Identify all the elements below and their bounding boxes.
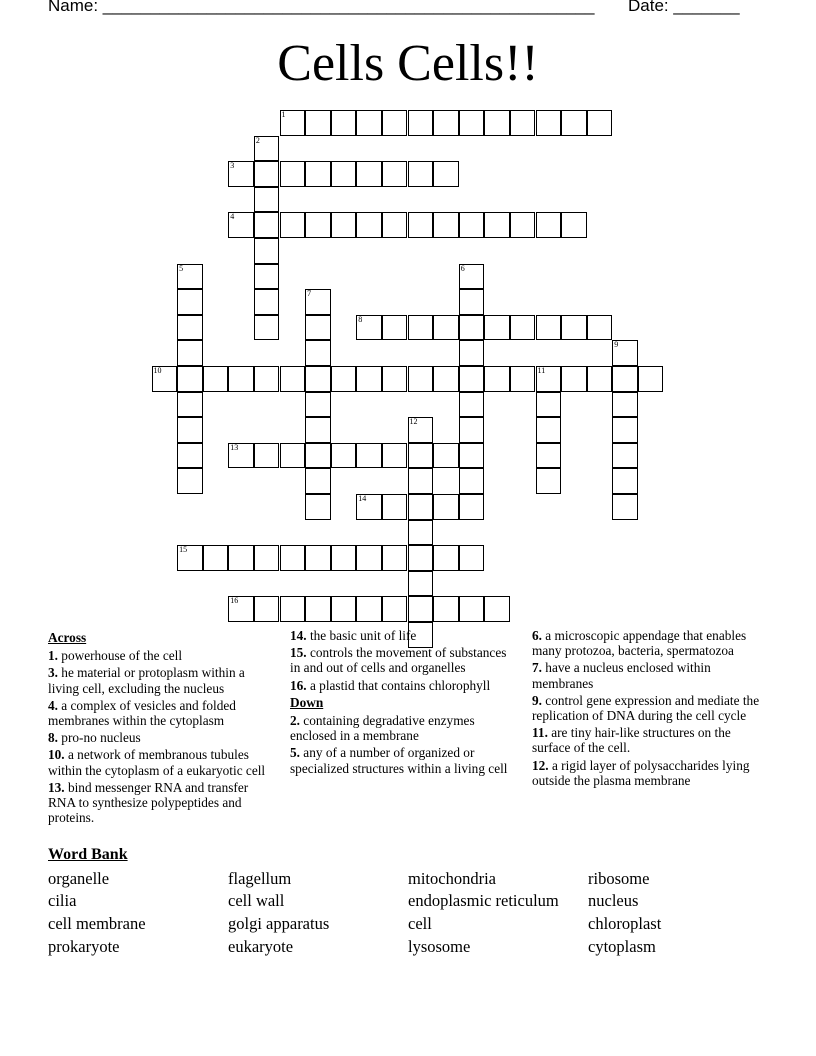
grid-cell[interactable] (254, 366, 280, 392)
clue-number: 3 (230, 161, 235, 171)
grid-cell[interactable] (254, 443, 280, 469)
clue-down-9: 9. control gene expression and mediate the replication of DNA during the cell cycle (532, 692, 760, 724)
grid-cell[interactable] (408, 161, 434, 187)
grid-cell[interactable] (254, 289, 280, 315)
grid-cell[interactable] (331, 161, 357, 187)
grid-cell[interactable] (305, 494, 331, 520)
word-bank-item: flagellum (228, 869, 292, 888)
grid-cell[interactable] (356, 366, 382, 392)
grid-cell[interactable] (459, 110, 485, 136)
grid-cell[interactable] (536, 212, 562, 238)
grid-cell[interactable] (459, 366, 485, 392)
grid-cell[interactable] (612, 392, 638, 418)
grid-cell[interactable] (305, 315, 331, 341)
grid-cell[interactable] (177, 392, 203, 418)
grid-cell[interactable] (408, 520, 434, 546)
grid-cell[interactable] (382, 315, 408, 341)
grid-cell[interactable] (459, 545, 485, 571)
grid-cell[interactable] (356, 443, 382, 469)
grid-cell[interactable] (382, 366, 408, 392)
clue-down-11: 11. are tiny hair-like structures on the surface of the cell. (532, 725, 731, 756)
grid-cell[interactable] (280, 443, 306, 469)
grid-cell[interactable] (177, 366, 203, 392)
grid-cell[interactable] (459, 417, 485, 443)
grid-cell[interactable] (356, 596, 382, 622)
clue-across-1: 1. powerhouse of the cell (48, 648, 183, 664)
grid-cell[interactable] (433, 110, 459, 136)
clue-across-4: 4. a complex of vesicles and folded membranes within the cytoplasm (48, 697, 236, 729)
grid-cell[interactable] (382, 494, 408, 520)
grid-cell[interactable] (587, 315, 613, 341)
grid-cell[interactable] (305, 417, 331, 443)
grid-cell[interactable] (280, 545, 306, 571)
word-bank-item: cell membrane (48, 914, 146, 933)
down-heading: Down (290, 694, 324, 710)
grid-cell[interactable] (382, 212, 408, 238)
grid-cell[interactable] (305, 443, 331, 469)
word-bank-item: golgi apparatus (228, 914, 330, 933)
grid-cell[interactable] (612, 366, 638, 392)
grid-cell[interactable] (177, 289, 203, 315)
grid-cell[interactable] (305, 161, 331, 187)
grid-cell[interactable] (305, 289, 331, 315)
grid-cell[interactable] (356, 212, 382, 238)
word-bank-item: endoplasmic reticulum (408, 891, 559, 910)
grid-cell[interactable] (612, 494, 638, 520)
word-bank-item: lysosome (408, 937, 471, 956)
grid-cell[interactable] (587, 366, 613, 392)
clue-number: 10 (153, 366, 162, 375)
grid-cell[interactable] (177, 443, 203, 469)
grid-cell[interactable] (459, 264, 485, 290)
grid-cell[interactable] (433, 494, 459, 520)
grid-cell[interactable] (254, 315, 280, 341)
word-bank-heading: Word Bank (48, 846, 128, 863)
grid-cell[interactable] (382, 110, 408, 136)
clue-across-16: 16. a plastid that contains chlorophyll (290, 677, 491, 693)
grid-cell[interactable] (203, 366, 229, 392)
grid-cell[interactable] (459, 596, 485, 622)
grid-cell[interactable] (408, 571, 434, 597)
clue-number: 15 (179, 545, 188, 555)
clue-number: 14 (358, 494, 367, 503)
grid-cell[interactable] (433, 596, 459, 622)
clue-across-14: 14. the basic unit of life (290, 628, 417, 643)
grid-cell[interactable] (459, 443, 485, 469)
grid-cell[interactable] (536, 417, 562, 443)
grid-cell[interactable] (561, 110, 587, 136)
word-bank-item: cell (408, 914, 432, 933)
grid-cell[interactable] (433, 161, 459, 187)
grid-cell[interactable] (177, 264, 203, 290)
grid-cell[interactable] (587, 110, 613, 136)
grid-cell[interactable] (228, 596, 254, 622)
grid-cell[interactable] (280, 596, 306, 622)
grid-cell[interactable] (254, 136, 280, 162)
word-bank-item: nucleus (588, 891, 639, 910)
grid-cell[interactable] (536, 468, 562, 494)
grid-cell[interactable] (331, 443, 357, 469)
grid-cell[interactable] (331, 545, 357, 571)
grid-cell[interactable] (331, 366, 357, 392)
grid-cell[interactable] (305, 110, 331, 136)
clue-down-2: 2. containing degradative enzymes enclosed in a membrane (290, 713, 475, 744)
grid-cell[interactable] (305, 212, 331, 238)
clues-column-1 (48, 628, 270, 827)
grid-cell[interactable] (484, 366, 510, 392)
date-field: Date: _______ (628, 0, 740, 15)
grid-cell[interactable] (254, 161, 280, 187)
word-bank-item: cell wall (228, 891, 285, 910)
grid-cell[interactable] (228, 161, 254, 187)
grid-cell[interactable] (536, 315, 562, 341)
clues-column-2 (290, 628, 512, 778)
word-bank-item: prokaryote (48, 937, 120, 956)
grid-cell[interactable] (382, 443, 408, 469)
grid-cell[interactable] (356, 315, 382, 341)
word-bank-item: cilia (48, 891, 77, 910)
grid-cell[interactable] (305, 366, 331, 392)
grid-cell[interactable] (433, 443, 459, 469)
grid-cell[interactable] (408, 596, 434, 622)
grid-cell[interactable] (510, 110, 536, 136)
clue-number: 2 (255, 135, 260, 145)
grid-cell[interactable] (356, 545, 382, 571)
grid-cell[interactable] (510, 315, 536, 341)
grid-cell[interactable] (382, 596, 408, 622)
clue-number: 16 (230, 596, 239, 606)
clue-across-3: 3. he material or protoplasm within a living cell, excluding the nucleus (48, 665, 245, 696)
clue-number: 12 (409, 417, 418, 427)
grid-cell[interactable] (254, 212, 280, 238)
clues-column-3 (532, 628, 772, 790)
grid-cell[interactable] (254, 264, 280, 290)
grid-cell[interactable] (152, 366, 178, 392)
grid-cell[interactable] (561, 315, 587, 341)
grid-cell[interactable] (484, 110, 510, 136)
grid-cell[interactable] (280, 212, 306, 238)
grid-cell[interactable] (638, 366, 664, 392)
grid-cell[interactable] (331, 596, 357, 622)
grid-cell[interactable] (408, 417, 434, 443)
grid-cell[interactable] (177, 315, 203, 341)
grid-cell[interactable] (561, 212, 587, 238)
grid-cell[interactable] (382, 161, 408, 187)
grid-cell[interactable] (459, 392, 485, 418)
grid-cell[interactable] (408, 545, 434, 571)
grid-cell[interactable] (459, 315, 485, 341)
grid-cell[interactable] (280, 110, 306, 136)
clue-number: 8 (358, 314, 363, 324)
grid-cell[interactable] (484, 596, 510, 622)
grid-cell[interactable] (305, 545, 331, 571)
grid-cell[interactable] (612, 443, 638, 469)
word-bank-item: mitochondria (408, 869, 496, 888)
grid-cell[interactable] (203, 545, 229, 571)
grid-cell[interactable] (280, 161, 306, 187)
grid-cell[interactable] (612, 417, 638, 443)
word-bank-item: cytoplasm (588, 937, 656, 956)
grid-cell[interactable] (356, 494, 382, 520)
grid-cell[interactable] (433, 545, 459, 571)
clue-across-8: 8. pro-no nucleus (48, 730, 141, 746)
grid-cell[interactable] (408, 315, 434, 341)
clue-number: 4 (230, 212, 235, 222)
grid-cell[interactable] (254, 187, 280, 213)
grid-cell[interactable] (254, 596, 280, 622)
grid-cell[interactable] (305, 596, 331, 622)
name-field: Name: ____________________________________________________ (48, 0, 595, 15)
grid-cell[interactable] (305, 340, 331, 366)
grid-cell[interactable] (408, 494, 434, 520)
grid-cell[interactable] (536, 443, 562, 469)
grid-cell[interactable] (459, 289, 485, 315)
grid-cell[interactable] (177, 545, 203, 571)
word-bank-item: organelle (48, 869, 110, 888)
grid-cell[interactable] (356, 161, 382, 187)
across-heading: Across (48, 630, 87, 645)
clue-number: 7 (307, 289, 312, 299)
grid-cell[interactable] (177, 417, 203, 443)
grid-cell[interactable] (433, 212, 459, 238)
clue-down-12: 12. a rigid layer of polysaccharides lying outside the plasma membrane (532, 757, 750, 788)
grid-cell[interactable] (254, 545, 280, 571)
grid-cell[interactable] (228, 545, 254, 571)
grid-cell[interactable] (561, 366, 587, 392)
grid-cell[interactable] (433, 315, 459, 341)
grid-cell[interactable] (536, 366, 562, 392)
grid-cell[interactable] (254, 238, 280, 264)
grid-cell[interactable] (331, 110, 357, 136)
clue-number: 5 (179, 263, 184, 273)
grid-cell[interactable] (228, 366, 254, 392)
clue-number: 1 (281, 110, 286, 119)
grid-cell[interactable] (612, 468, 638, 494)
clue-down-5: 5. any of a number of organized or specialized structures within a living cell (290, 745, 508, 776)
grid-cell[interactable] (331, 212, 357, 238)
page-title: Cells Cells!! (277, 35, 539, 92)
grid-cell[interactable] (459, 340, 485, 366)
word-bank-item: ribosome (588, 869, 650, 888)
clue-number: 13 (230, 442, 239, 452)
word-bank-item: chloroplast (588, 914, 662, 933)
clue-number: 6 (460, 263, 465, 273)
grid-cell[interactable] (305, 468, 331, 494)
grid-cell[interactable] (382, 545, 408, 571)
grid-cell[interactable] (408, 366, 434, 392)
grid-cell[interactable] (536, 110, 562, 136)
word-bank-item: eukaryote (228, 937, 294, 956)
clue-number: 9 (614, 340, 619, 350)
grid-cell[interactable] (484, 315, 510, 341)
grid-cell[interactable] (408, 212, 434, 238)
grid-cell[interactable] (228, 443, 254, 469)
grid-cell[interactable] (408, 110, 434, 136)
clue-down-6: 6. a microscopic appendage that enables many protozoa, bacteria, spermatozoa (532, 628, 747, 659)
grid-cell[interactable] (433, 366, 459, 392)
grid-cell[interactable] (484, 212, 510, 238)
grid-cell[interactable] (408, 468, 434, 494)
grid-cell[interactable] (305, 392, 331, 418)
grid-cell[interactable] (459, 468, 485, 494)
grid-cell[interactable] (510, 366, 536, 392)
grid-cell[interactable] (612, 340, 638, 366)
grid-cell[interactable] (280, 366, 306, 392)
grid-cell[interactable] (536, 392, 562, 418)
grid-cell[interactable] (356, 110, 382, 136)
grid-cell[interactable] (408, 443, 434, 469)
grid-cell[interactable] (459, 212, 485, 238)
clue-number: 11 (537, 366, 546, 375)
clue-across-13: 13. bind messenger RNA and transfer RNA to synthesize polypeptides and proteins. (48, 779, 249, 826)
clue-across-15: 15. controls the movement of substances in and out of cells and organelles (290, 645, 507, 676)
clue-down-7: 7. have a nucleus enclosed within membranes (532, 660, 711, 691)
grid-cell[interactable] (177, 468, 203, 494)
grid-cell[interactable] (177, 340, 203, 366)
grid-cell[interactable] (510, 212, 536, 238)
grid-cell[interactable] (459, 494, 485, 520)
grid-cell[interactable] (228, 212, 254, 238)
clue-across-10: 10. a network of membranous tubules within the cytoplasm of a eukaryotic cell (48, 747, 266, 778)
